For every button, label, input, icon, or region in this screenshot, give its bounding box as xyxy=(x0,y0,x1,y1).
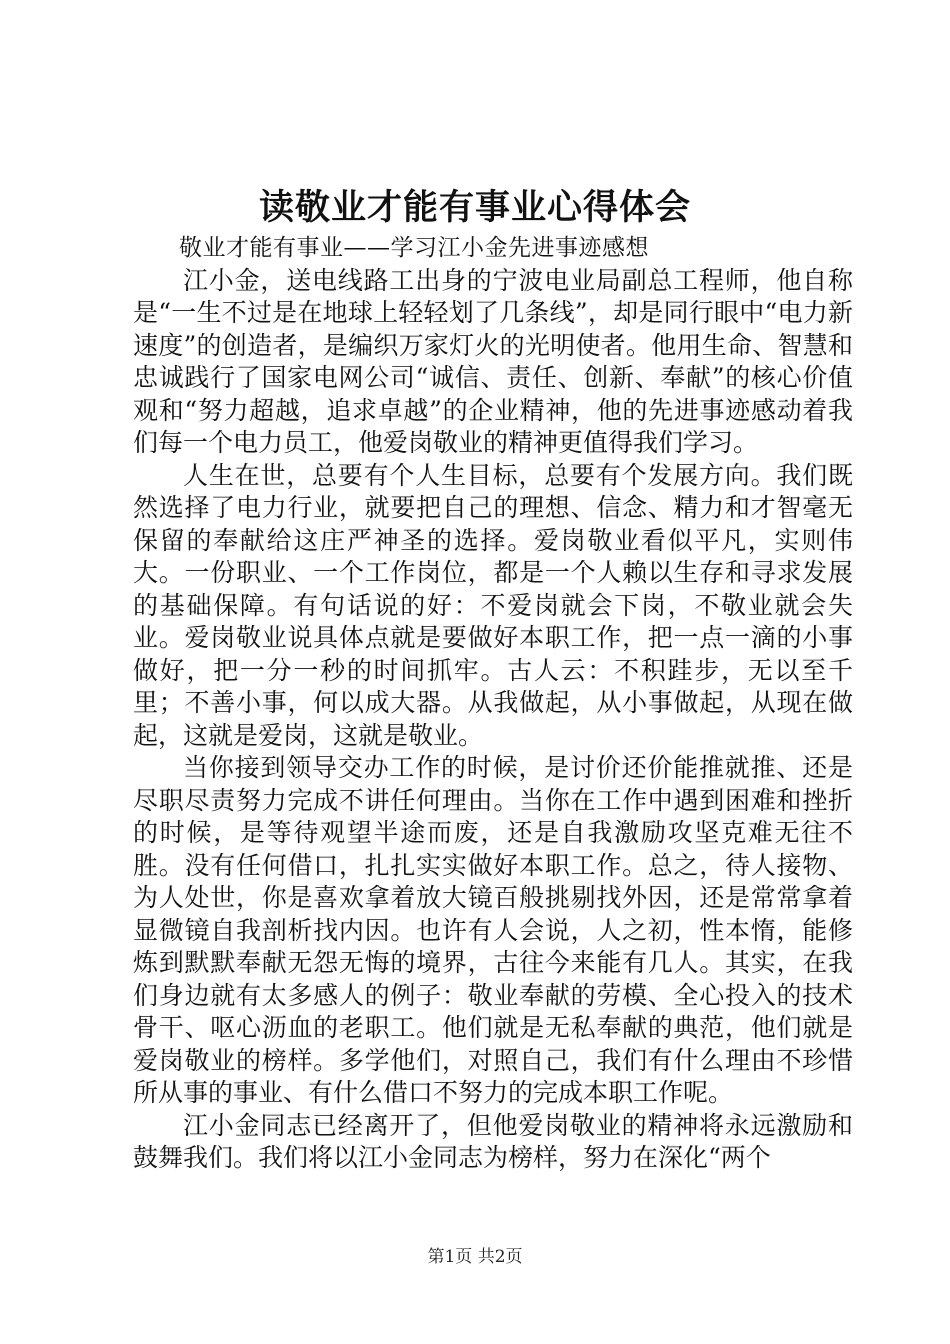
document-body xyxy=(133,232,853,1175)
document-subtitle: 敬业才能有事业——学习江小金先进事迹感想 xyxy=(179,235,649,261)
document-title: 读敬业才能有事业心得体会 xyxy=(258,187,691,228)
paragraph-1: 江小金，送电线路工出身的宁波电业局副总工程师，他自称是“一生不过是在地球上轻轻划了几条线”，却是同行眼中“电力新速度”的创造者，是编织万家灯火的光明使者。他用生命、智慧和忠诚践行了国家电网公司“诚信、责任、创新、奉献”的核心价值观和“努力超越，追求卓越”的企业精神，他的先进事迹感动着我们每一个电力员工，他爱岗敬业的精神更值得我们学习。 xyxy=(133,265,853,457)
paragraph-2: 人生在世，总要有个人生目标，总要有个发展方向。我们既然选择了电力行业，就要把自己的理想、信念、精力和才智毫无保留的奉献给这庄严神圣的选择。爱岗敬业看似平凡，实则伟大。一份职业、一个工作岗位，都是一个人赖以生存和寻求发展的基础保障。有句话说的好：不爱岗就会下岗，不敬业就会失业。爱岗敬业说具体点就是要做好本职工作，把一点一滴的小事做好，把一分一秒的时间抓牢。古人云：不积跬步，无以至千里；不善小事，何以成大器。从我做起，从小事做起，从现在做起，这就是爱岗，这就是敬业。 xyxy=(133,460,853,750)
paragraph-4: 江小金同志已经离开了，但他爱岗敬业的精神将永远激励和鼓舞我们。我们将以江小金同志为榜样，努力在深化“两个 xyxy=(133,1110,853,1172)
paragraph-3: 当你接到领导交办工作的时候，是讨价还价能推就推、还是尽职尽责努力完成不讲任何理由。当你在工作中遇到困难和挫折的时候，是等待观望半途而废，还是自我激励攻坚克难无往不胜。没有任何借口，扎扎实实做好本职工作。总之，待人接物、为人处世，你是喜欢拿着放大镜百般挑剔找外因，还是常常拿着显微镜自我剖析找内因。也许有人会说，人之初，性本惰，能修炼到默默奉献无怨无悔的境界，古往今来能有几人。其实，在我们身边就有太多感人的例子：敬业奉献的劳模、全心投入的技术骨干、呕心沥血的老职工。他们就是无私奉献的典范，他们就是爱岗敬业的榜样。多学他们，对照自己，我们有什么理由不珍惜所从事的事业、有什么借口不努力的完成本职工作呢。 xyxy=(133,753,853,1107)
page-number-footer: 第1页 共2页 xyxy=(427,1247,523,1267)
